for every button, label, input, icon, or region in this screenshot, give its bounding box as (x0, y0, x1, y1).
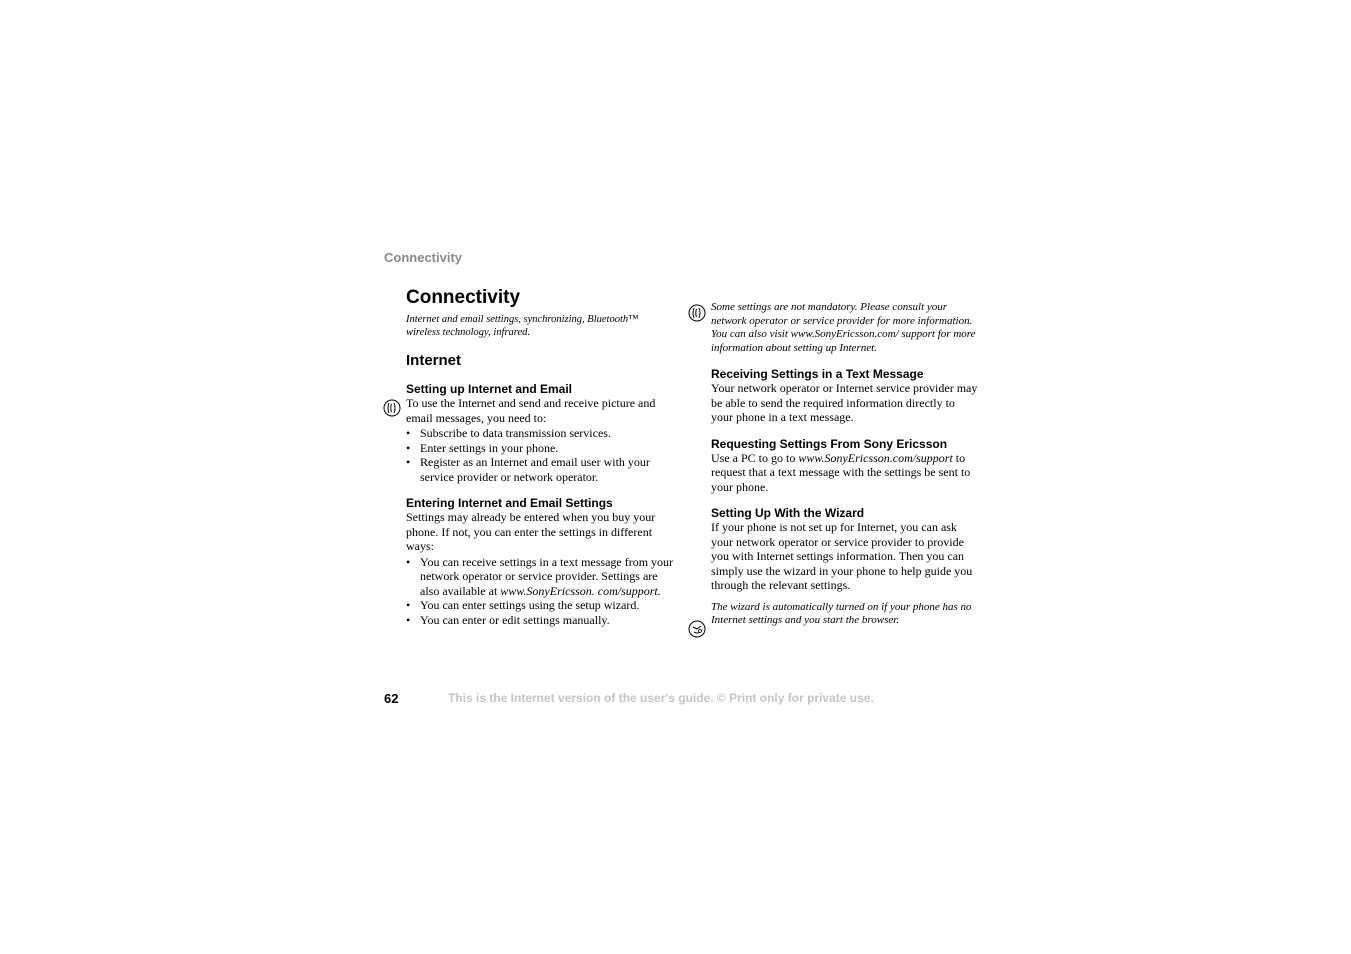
running-head: Connectivity (384, 250, 463, 265)
receiving-body: Your network operator or Internet service provider may be able to send the required information directly to your phone in a text message. (711, 381, 978, 424)
bullet-text: You can receive settings in a text message from your network operator or service provider. Settings are also available at (420, 554, 674, 598)
list-item: • Subscribe to data transmission services. (406, 426, 674, 441)
list-item: • You can enter settings using the setup wizard. (406, 598, 674, 613)
entering-bullet-list (406, 555, 674, 628)
section-title-internet: Internet (406, 352, 462, 369)
requesting-body-post: to request that a text message with the settings be sent to your phone. (711, 450, 971, 494)
subheading-receiving: Receiving Settings in a Text Message (711, 367, 924, 381)
chapter-intro: Internet and email settings, synchronizing, Bluetooth™ wireless technology, infrared. (406, 314, 639, 338)
operator-service-icon (688, 304, 706, 322)
subheading-requesting: Requesting Settings From Sony Ericsson (711, 436, 948, 451)
operator-service-icon (383, 399, 401, 417)
requesting-body-pre: Use a PC to go to (711, 450, 796, 465)
list-item: • You can enter or edit settings manually. (406, 613, 674, 628)
subheading-setup: Setting up Internet and Email (406, 382, 573, 396)
note-wizard-auto: The wizard is automatically turned on if your phone has no Internet settings and you start the browser. (711, 600, 972, 626)
left-column (406, 285, 674, 627)
tip-icon (688, 620, 706, 638)
support-link[interactable]: www.SonyEricsson. com/support. (500, 583, 661, 598)
note-settings-not-mandatory: Some settings are not mandatory. Please consult your network operator or service provider for more information. You can also visit www.SonyEricsson.com/ support for more information about setting up Internet. (711, 301, 976, 354)
subheading-entering: Entering Internet and Email Settings (406, 496, 613, 510)
list-item: • Enter settings in your phone. (406, 441, 674, 456)
support-link[interactable]: www.SonyEricsson.com/support (798, 450, 953, 465)
right-column (711, 301, 979, 628)
requesting-body (711, 451, 979, 495)
setup-bullet-list (406, 426, 674, 484)
subheading-wizard: Setting Up With the Wizard (711, 506, 865, 520)
chapter-title: Connectivity (406, 287, 521, 308)
list-item: • Register as an Internet and email user with your service provider or network operator. (406, 455, 674, 484)
entering-body: Settings may already be entered when you buy your phone. If not, you can enter the settings in different ways: (406, 510, 656, 553)
list-item (406, 555, 674, 599)
wizard-body: If your phone is not set up for Internet, you can ask your network operator or service provider to provide you with Internet settings information. Then you can simply use the wizard in your phone to help guide you through the relevant settings. (711, 520, 973, 592)
footer-notice: This is the Internet version of the user's guide. © Print only for private use. (448, 691, 874, 705)
page-number: 62 (384, 691, 399, 706)
setup-body: To use the Internet and send and receive picture and email messages, you need to: (406, 396, 656, 425)
